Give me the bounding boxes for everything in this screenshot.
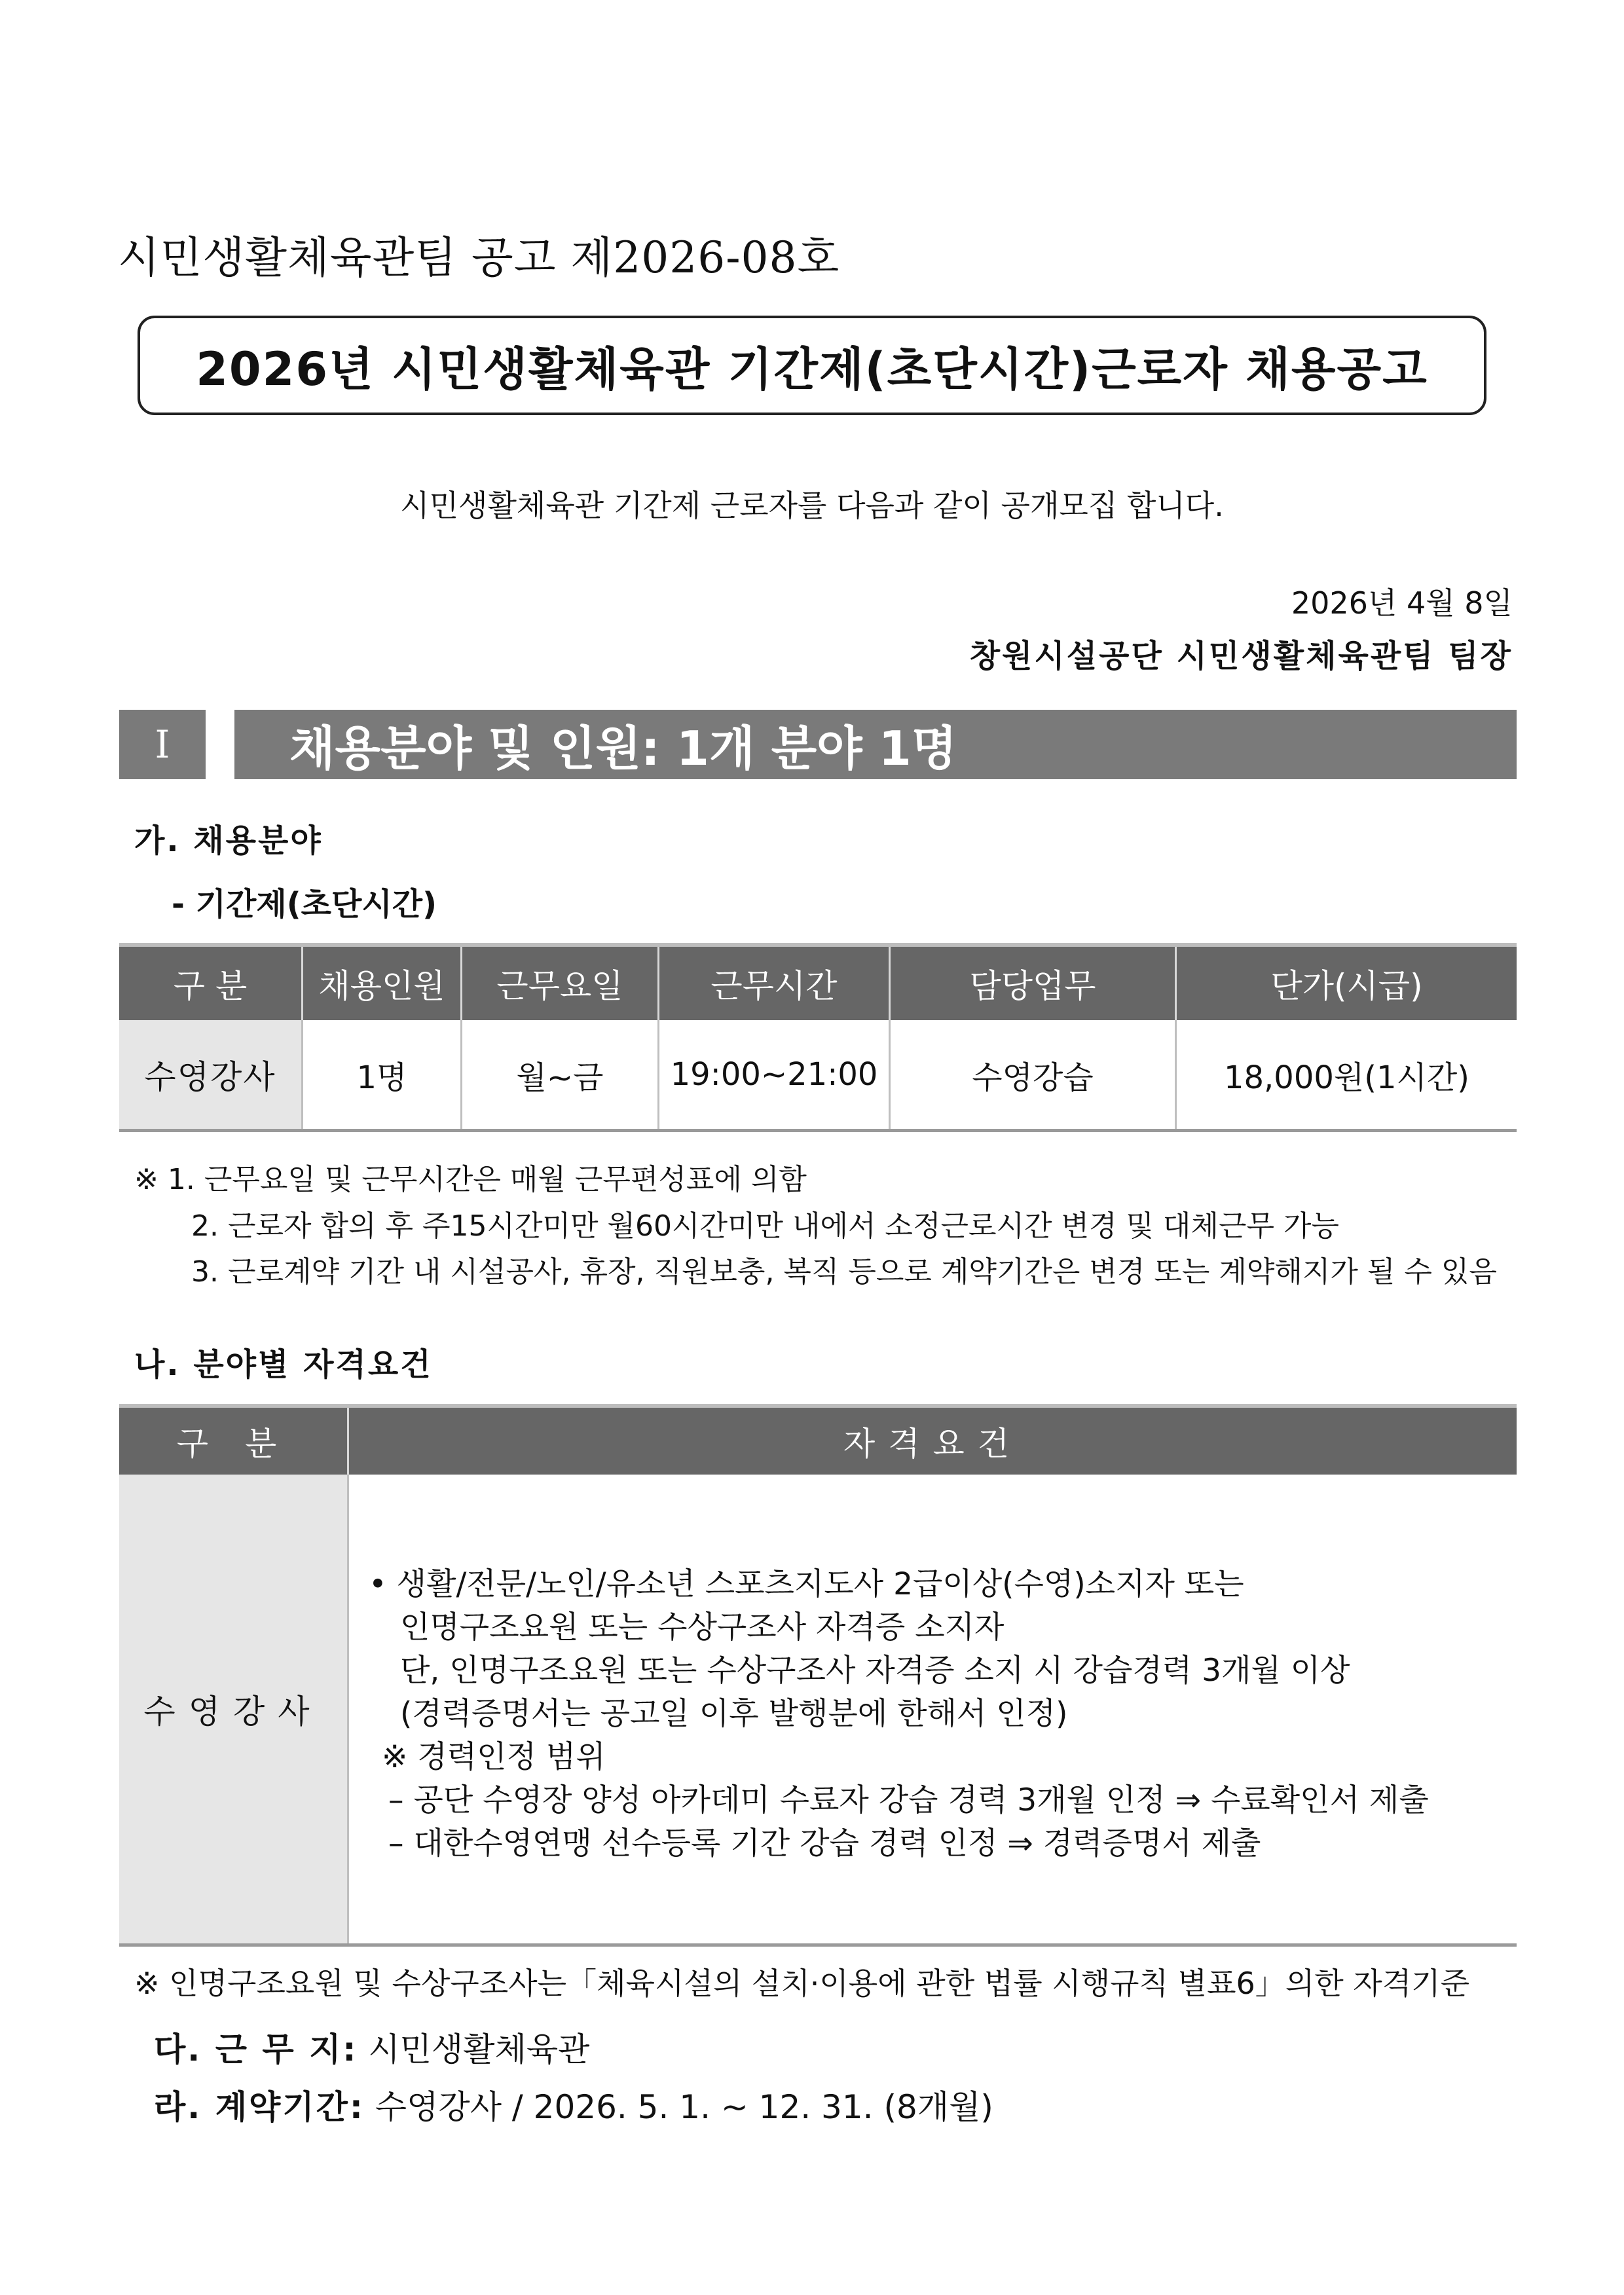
table-cell: 19:00~21:00: [659, 1020, 890, 1131]
recruitment-table: [119, 943, 1517, 1132]
subheading-qualifications: 나. 분야별 자격요건: [134, 1346, 433, 1383]
requirement-line: 단, 인명구조요원 또는 수상구조사 자격증 소지 시 강습경력 3개월 이상: [400, 1653, 1350, 1689]
contract-period-label: 라. 계약기간:: [154, 2088, 365, 2126]
table-header-row: [119, 945, 1517, 1020]
table-cell: 월~금: [462, 1020, 659, 1131]
table-row: [119, 1475, 1517, 1945]
requirement-line: (경력증명서는 공고일 이후 발행분에 한해서 인정): [400, 1696, 1068, 1732]
qualification-table: [119, 1404, 1517, 1947]
subheading-recruitment-field: 가. 채용분야: [134, 822, 323, 859]
workplace: [154, 2023, 589, 2070]
table-header-cell: 담당업무: [890, 945, 1176, 1020]
table-cell: 수영강사: [119, 1020, 303, 1131]
note-line: 3. 근로계약 기간 내 시설공사, 휴장, 직원보충, 복직 등으로 계약기간은 변경 또는 계약해지가 될 수 있음: [191, 1255, 1497, 1289]
table-header-cell: 구 분: [119, 945, 303, 1020]
requirement-line: • 생활/전문/노인/유소년 스포츠지도사 2급이상(수영)소지자 또는: [369, 1566, 1244, 1602]
requirement-line: – 대한수영연맹 선수등록 기간 강습 경력 인정 ⇒ 경력증명서 제출: [388, 1826, 1261, 1862]
workplace-label: 다. 근 무 지:: [154, 2030, 358, 2068]
requirement-line: ※ 경력인정 범위: [382, 1739, 606, 1775]
table-header-cell: 근무시간: [659, 945, 890, 1020]
table-cell: 수영강습: [890, 1020, 1176, 1131]
section-number: Ⅰ: [119, 710, 206, 779]
table-header-cell: 근무요일: [462, 945, 659, 1020]
qualification-category: 수영강사: [119, 1475, 348, 1945]
section-title: 채용분야 및 인원: 1개 분야 1명: [234, 710, 1517, 779]
notice-date: 2026년 4월 8일: [1291, 585, 1513, 621]
table-cell: 18,000원(1시간): [1176, 1020, 1517, 1131]
issuer: 창원시설공단 시민생활체육관팀 팀장: [969, 638, 1513, 674]
table-header-cell: 단가(시급): [1176, 945, 1517, 1020]
contract-period-value: 수영강사 / 2026. 5. 1. ~ 12. 31. (8개월): [364, 2088, 993, 2126]
notice-number: 시민생활체육관팀 공고 제2026-08호: [118, 232, 840, 283]
table-header-cell: 자격요건: [348, 1406, 1517, 1475]
requirement-line: – 공단 수영장 양성 아카데미 수료자 강습 경력 3개월 인정 ⇒ 수료확인서 제출: [388, 1782, 1429, 1818]
note-line: ※ 1. 근무요일 및 근무시간은 매월 근무편성표에 의함: [134, 1163, 807, 1196]
requirement-line: 인명구조요원 또는 수상구조사 자격증 소지자: [400, 1609, 1005, 1645]
intro-text: 시민생활체육관 기간제 근로자를 다음과 같이 공개모집 합니다.: [400, 488, 1224, 523]
legal-note: ※ 인명구조요원 및 수상구조사는「체육시설의 설치·이용에 관한 법률 시행규칙 별표6」의한 자격기준: [134, 1966, 1470, 2001]
title-box: [138, 316, 1486, 415]
table-cell: 1명: [303, 1020, 462, 1131]
qualification-content: [348, 1475, 1517, 1945]
workplace-value: 시민생활체육관: [358, 2030, 590, 2068]
contract-period: [154, 2081, 993, 2128]
table-header-cell: 채용인원: [303, 945, 462, 1020]
recruitment-type: - 기간제(초단시간): [172, 886, 437, 923]
table-header-row: [119, 1406, 1517, 1475]
table-row: [119, 1020, 1517, 1131]
document-title: 2026년 시민생활체육관 기간제(초단시간)근로자 채용공고: [196, 342, 1428, 396]
note-line: 2. 근로자 합의 후 주15시간미만 월60시간미만 내에서 소정근로시간 변경 및 대체근무 가능: [191, 1209, 1339, 1243]
table-header-cell: 구 분: [119, 1406, 348, 1475]
